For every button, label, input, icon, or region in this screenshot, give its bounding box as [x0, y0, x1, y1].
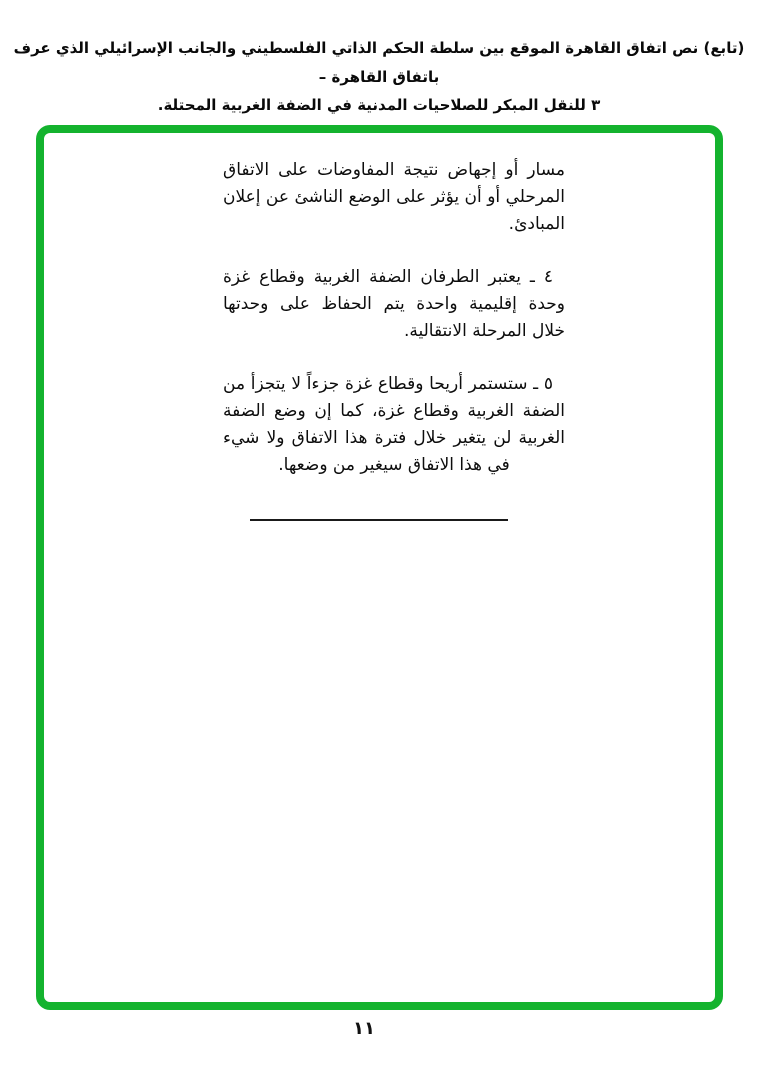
paragraph-clause-5: ٥ ـ ستستمر أريحا وقطاع غزة جزءاً لا يتجزأ من الضفة الغربية وقطاع غزة، كما إن وضع الضفة الغربية لن يتغير خلال فترة هذا الاتفاق ولا شيء في هذا الاتفاق سيغير من وضعها. [223, 374, 565, 475]
paragraph-clause-4: ٤ ـ يعتبر الطرفان الضفة الغربية وقطاع غزة وحدة إقليمية واحدة يتم الحفاظ على وحدتها خلال المرحلة الانتقالية. [223, 267, 565, 341]
paragraph-continuation: مسار أو إجهاض نتيجة المفاوضات على الاتفاق المرحلي أو أن يؤثر على الوضع الناشئ عن إعلان المبادئ. [223, 160, 565, 234]
content-frame [36, 125, 723, 1010]
document-body [223, 157, 565, 505]
document-title-line-2: ٣ للنقل المبكر للصلاحيات المدنية في الضفة الغربية المحتلة. [157, 96, 601, 114]
section-divider [250, 519, 508, 521]
document-title-line-1: (تابع) نص اتفاق القاهرة الموقع بين سلطة الحكم الذاتي الفلسطيني والجانب الإسرائيلي الذي عرف باتفاق القاهرة – [13, 39, 745, 86]
page-number: ١١ [353, 1018, 375, 1039]
